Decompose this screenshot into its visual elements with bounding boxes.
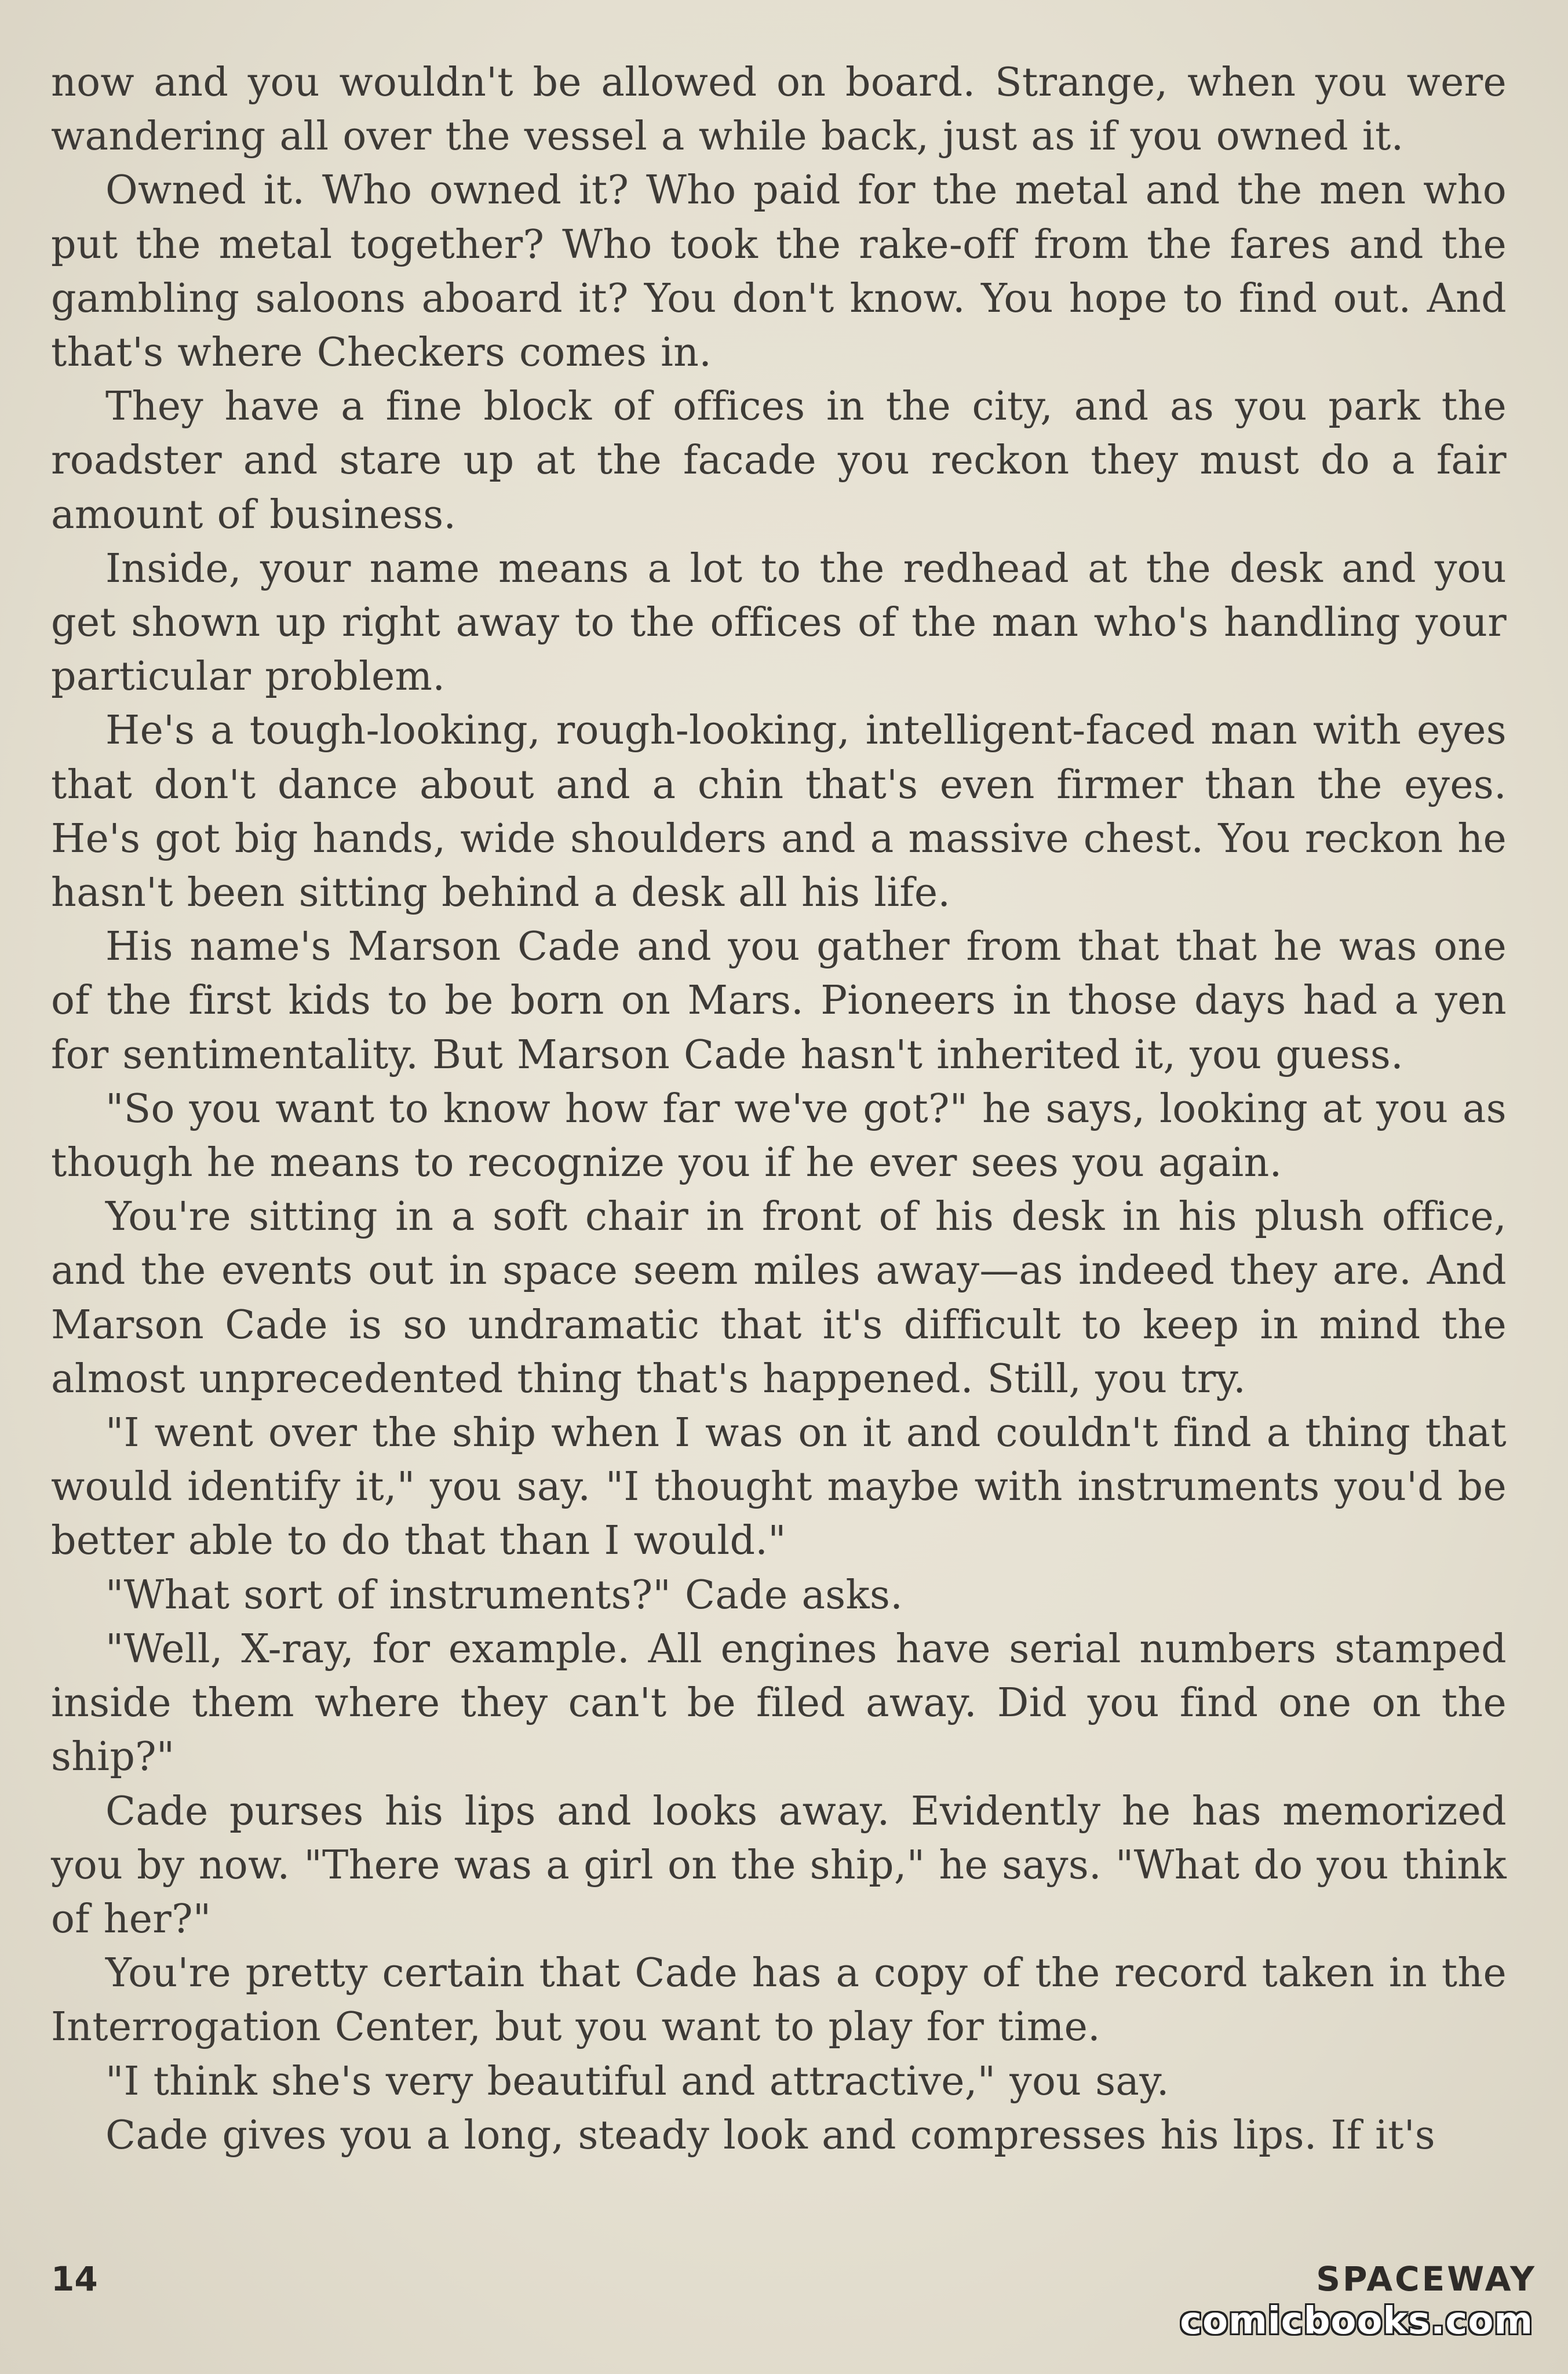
paragraph: You're pretty certain that Cade has a copy of the record taken in the Interrogation Center, but you want to play for time.: [51, 1950, 1507, 2051]
page-number: 14: [51, 2259, 98, 2299]
site-watermark: comicbooks.com: [1180, 2300, 1533, 2343]
story-text: [51, 56, 1507, 2162]
paragraph: "I think she's very beautiful and attractive," you say.: [105, 2058, 1169, 2104]
paragraph: He's a tough-looking, rough-looking, intelligent-faced man with eyes that don't dance about and a chin that's even firmer than the eyes. He's got big hands, wide shoulders and a massive chest. You reckon he hasn't been sitting behind a desk all his life.: [51, 708, 1507, 916]
paragraph: His name's Marson Cade and you gather from that that he was one of the first kids to be born on Mars. Pioneers in those days had a yen for sentimentality. But Marson Cade hasn't inherited it, you guess.: [51, 924, 1507, 1078]
paragraph: Cade purses his lips and looks away. Evidently he has memorized you by now. "There was a girl on the ship," he says. "What do you think of her?": [51, 1788, 1507, 1942]
paragraph: "I went over the ship when I was on it and couldn't find a thing that would identify it," you say. "I thought maybe with instruments you'd be better able to do that than I would.": [51, 1410, 1507, 1564]
paragraph-continued: now and you wouldn't be allowed on board. Strange, when you were wandering all over the vessel a while back, just as if you owned it.: [51, 60, 1507, 160]
paragraph: You're sitting in a soft chair in front of his desk in his plush office, and the events out in space seem miles away—as indeed they are. And Marson Cade is so undramatic that it's difficult to keep in mind the almost unprecedented thing that's happened. Still, you try.: [51, 1194, 1507, 1402]
paragraph: They have a fine block of offices in the city, and as you park the roadster and stare up at the facade you reckon they must do a fair amount of business.: [51, 384, 1507, 538]
paragraph: "So you want to know how far we've got?" he says, looking at you as though he means to recognize you if he ever sees you again.: [51, 1086, 1507, 1186]
paragraph: Inside, your name means a lot to the redhead at the desk and you get shown up right away to the offices of the man who's handling your particular problem.: [51, 545, 1507, 700]
paragraph: Owned it. Who owned it? Who paid for the metal and the men who put the metal together? Who took the rake-off from the fares and the gambling saloons aboard it? You don't know. You hope to find out. And that's where Checkers comes in.: [51, 168, 1507, 376]
paragraph: "What sort of instruments?" Cade asks.: [105, 1572, 903, 1618]
paragraph: "Well, X-ray, for example. All engines have serial numbers stamped inside them where they can't be filed away. Did you find one on the ship?": [51, 1626, 1507, 1780]
running-head-title: SPACEWAY: [1316, 2259, 1537, 2299]
paragraph: Cade gives you a long, steady look and compresses his lips. If it's: [105, 2112, 1436, 2158]
